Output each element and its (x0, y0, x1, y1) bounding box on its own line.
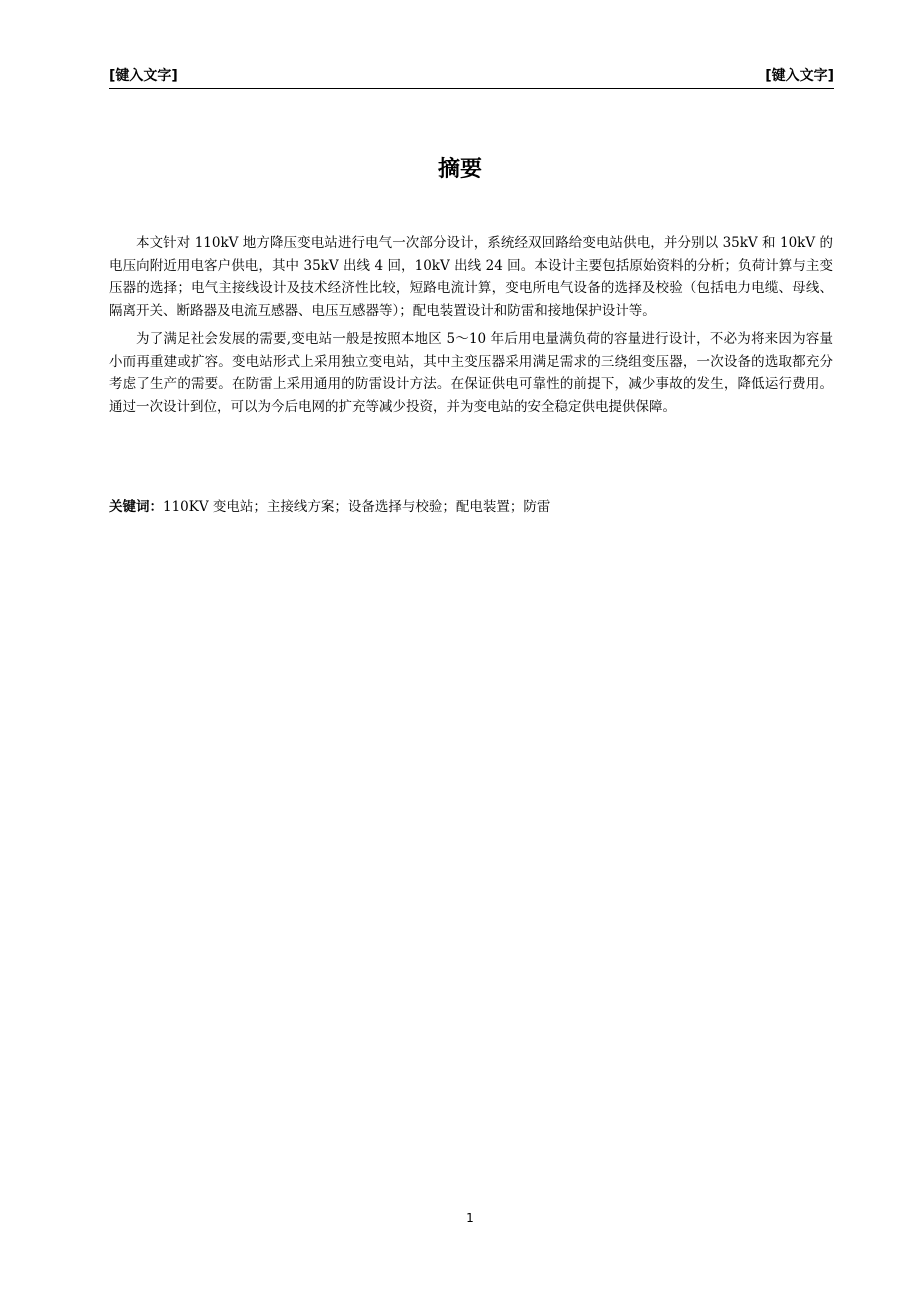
abstract-body (109, 232, 833, 418)
keywords-value: 110KV 变电站；主接线方案；设备选择与校验；配电装置；防雷 (163, 499, 551, 515)
page-number: 1 (466, 1211, 474, 1225)
keywords-label: 关键词： (109, 499, 163, 515)
abstract-paragraph-2: 为了满足社会发展的需要,变电站一般是按照本地区 5～10 年后用电量满负荷的容量进行设计，不必为将来因为容量小而再重建或扩容。变电站形式上采用独立变电站，其中主变压器采用满足需求的三绕组变压器，一次设备的选取都充分考虑了生产的需要。在防雷上采用通用的防雷设计方法。在保证供电可靠性的前提下，减少事故的发生，降低运行费用。通过一次设计到位，可以为今后电网的扩充等减少投资，并为变电站的安全稳定供电提供保障。 (109, 331, 833, 415)
page-header (109, 66, 834, 89)
abstract-title: 摘要 (437, 157, 482, 182)
header-right-text: [键入文字] (765, 68, 834, 84)
header-left-text: [键入文字] (109, 68, 178, 84)
abstract-paragraph-1: 本文针对 110kV 地方降压变电站进行电气一次部分设计，系统经双回路给变电站供电，并分别以 35kV 和 10kV 的电压向附近用电客户供电，其中 35kV 出线 4 回，10kV 出线 24 回。本设计主要包括原始资料的分析；负荷计算与主变压器的选择；电气主接线设计及技术经济性比较，短路电流计算，变电所电气设备的选择及校验（包括电力电缆、母线、隔离开关、断路器及电流互感器、电压互感器等）；配电装置设计和防雷和接地保护设计等。 (109, 235, 833, 319)
keywords-line (109, 496, 833, 518)
